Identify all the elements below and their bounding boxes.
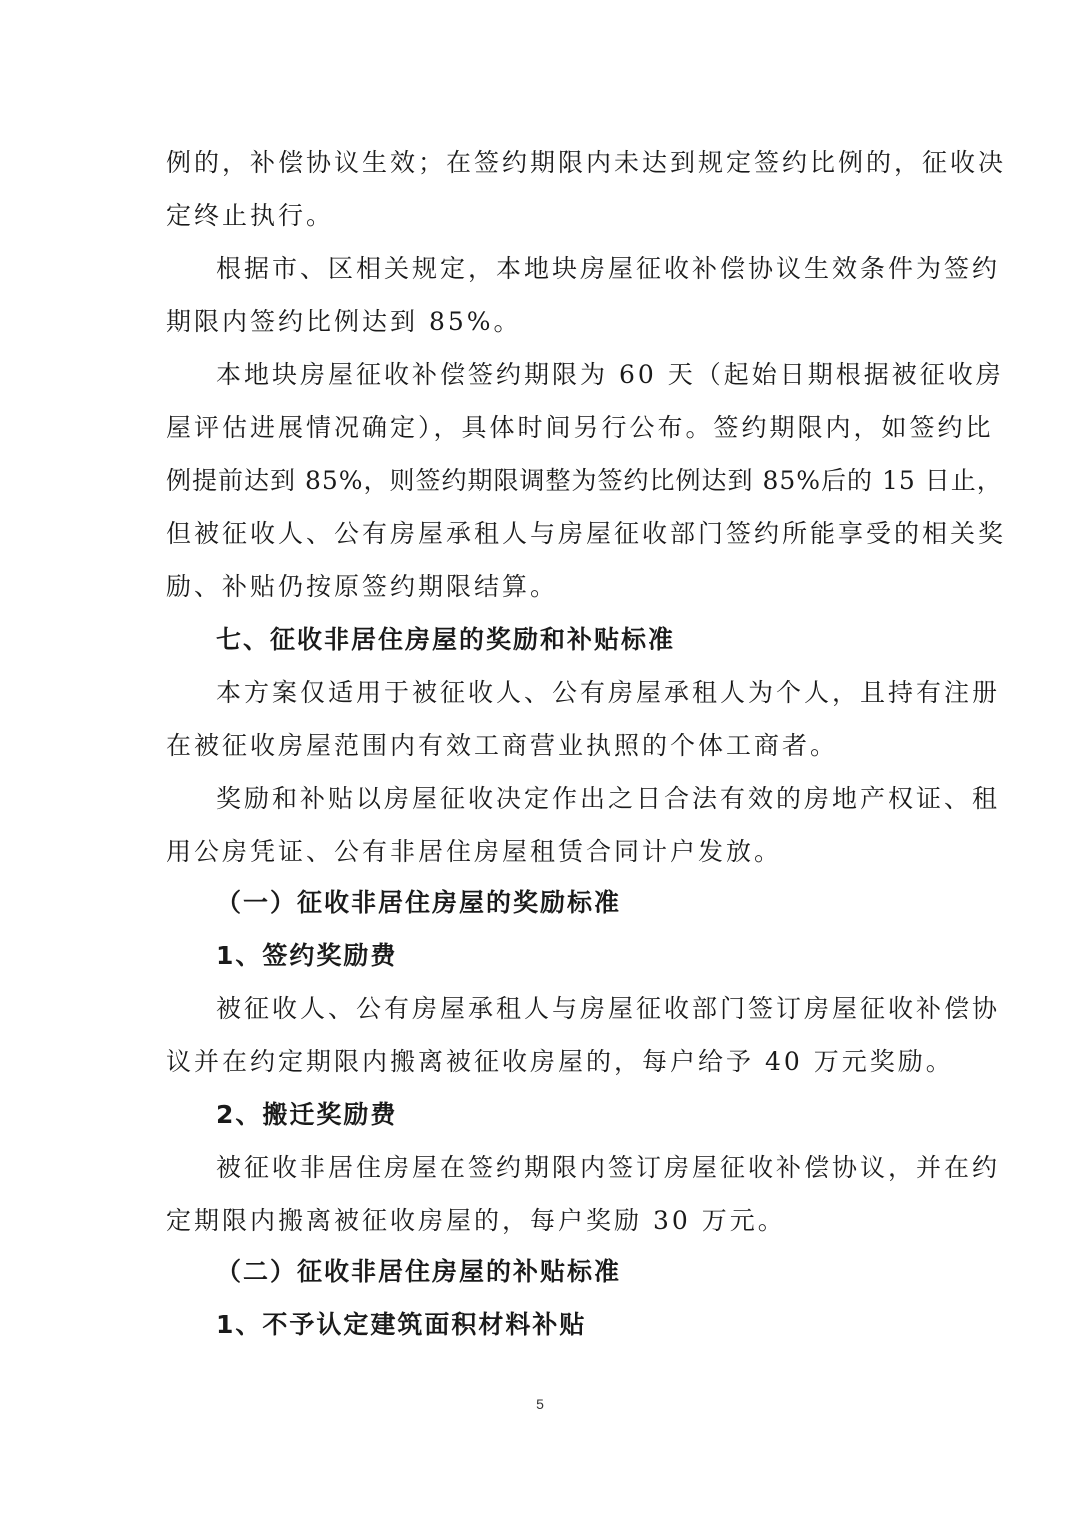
subsection-heading: （一）征收非居住房屋的奖励标准 — [216, 888, 622, 917]
body-line: 被征收人、公有房屋承租人与房屋征收部门签订房屋征收补偿协 — [216, 994, 1001, 1023]
item-heading: 1、不予认定建筑面积材料补贴 — [216, 1310, 587, 1339]
body-line: 奖励和补贴以房屋征收决定作出之日合法有效的房地产权证、租 — [216, 784, 1001, 813]
body-line: 励、补贴仍按原签约期限结算。 — [166, 572, 559, 601]
body-line: 例的，补偿协议生效；在签约期限内未达到规定签约比例的，征收决 — [166, 148, 1007, 177]
page-number: 5 — [536, 1396, 544, 1412]
body-line: 但被征收人、公有房屋承租人与房屋征收部门签约所能享受的相关奖 — [166, 519, 1007, 548]
body-line: 议并在约定期限内搬离被征收房屋的，每户给予 40 万元奖励。 — [166, 1047, 954, 1076]
subsection-heading: （二）征收非居住房屋的补贴标准 — [216, 1257, 622, 1286]
section-heading: 七、征收非居住房屋的奖励和补贴标准 — [216, 625, 676, 654]
body-line: 屋评估进展情况确定），具体时间另行公布。签约期限内，如签约比 — [166, 413, 994, 442]
body-line: 本地块房屋征收补偿签约期限为 60 天（起始日期根据被征收房 — [216, 360, 1004, 389]
item-heading: 1、签约奖励费 — [216, 941, 398, 970]
body-line: 定期限内搬离被征收房屋的，每户奖励 30 万元。 — [166, 1206, 786, 1235]
body-line: 期限内签约比例达到 85%。 — [166, 307, 522, 336]
body-line: 在被征收房屋范围内有效工商营业执照的个体工商者。 — [166, 731, 839, 760]
body-line: 定终止执行。 — [166, 201, 335, 230]
body-line: 用公房凭证、公有非居住房屋租赁合同计户发放。 — [166, 837, 783, 866]
item-heading: 2、搬迁奖励费 — [216, 1100, 398, 1129]
body-line: 被征收非居住房屋在签约期限内签订房屋征收补偿协议，并在约 — [216, 1153, 1001, 1182]
body-line: 本方案仅适用于被征收人、公有房屋承租人为个人，且持有注册 — [216, 678, 1001, 707]
body-line: 根据市、区相关规定，本地块房屋征收补偿协议生效条件为签约 — [216, 254, 1001, 283]
body-line: 例提前达到 85%，则签约期限调整为签约比例达到 85%后的 15 日止， — [166, 466, 1003, 495]
